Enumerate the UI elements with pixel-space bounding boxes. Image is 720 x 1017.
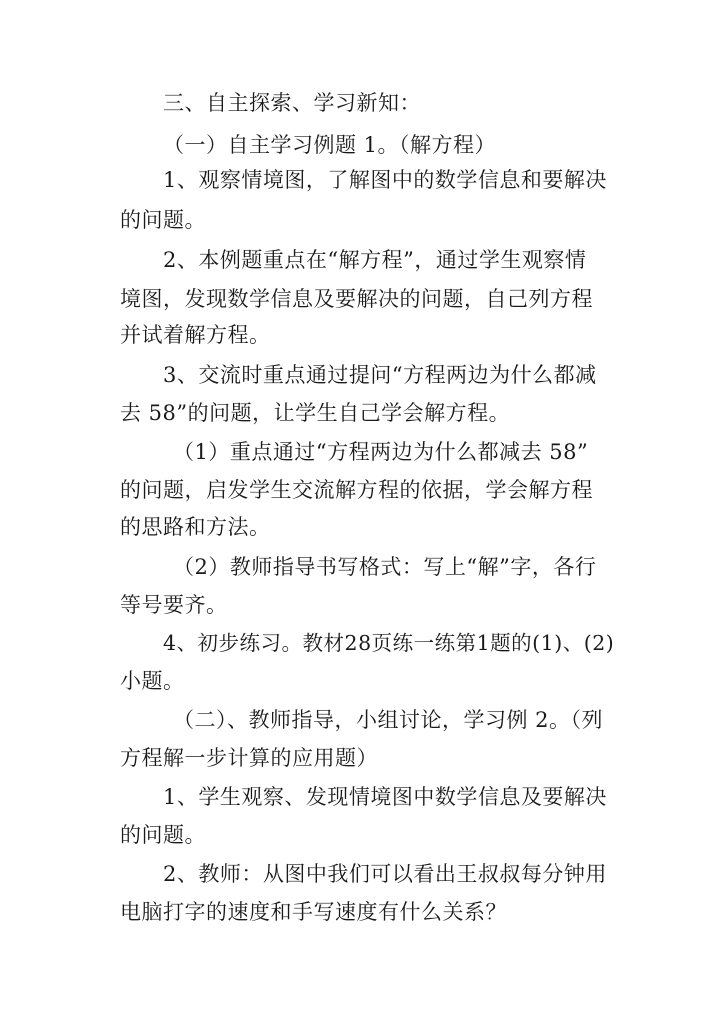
- paragraph-line: 的问题。: [120, 823, 206, 847]
- paragraph-line: 方程解一步计算的应用题）: [120, 746, 378, 770]
- subsection-heading: （二）、教师指导，小组讨论，学习例 2。（列: [173, 708, 604, 732]
- paragraph-line: 境图，发现数学信息及要解决的问题，自己列方程: [120, 287, 593, 311]
- paragraph-line: 1、观察情境图，了解图中的数学信息和要解决: [163, 168, 607, 192]
- paragraph-line: 的问题。: [120, 208, 206, 232]
- paragraph-line: 4、初步练习。教材28页练一练第1题的(1)、(2): [163, 631, 615, 655]
- paragraph-line: 3、交流时重点通过提问“方程两边为什么都减: [163, 363, 597, 387]
- paragraph-line: 2、本例题重点在“解方程”，通过学生观察情: [163, 248, 587, 272]
- paragraph-line: 小题。: [120, 669, 185, 693]
- paragraph-line: 并试着解方程。: [120, 323, 271, 347]
- paragraph-line: 的问题，启发学生交流解方程的依据，学会解方程: [120, 478, 593, 502]
- paragraph-line: 2、教师：从图中我们可以看出王叔叔每分钟用: [163, 862, 607, 886]
- subsection-heading: （一）自主学习例题 1。（解方程）: [163, 133, 497, 157]
- section-heading: 三、自主探索、学习新知：: [163, 91, 421, 115]
- paragraph-line: （2）教师指导书写格式：写上“解”字，各行: [173, 555, 597, 579]
- paragraph-line: 等号要齐。: [120, 593, 228, 617]
- paragraph-line: 去 58”的问题，让学生自己学会解方程。: [120, 401, 511, 425]
- paragraph-line: 电脑打字的速度和手写速度有什么关系？: [120, 900, 507, 924]
- paragraph-line: 1、学生观察、发现情境图中数学信息及要解决: [163, 785, 607, 809]
- paragraph-line: （1）重点通过“方程两边为什么都减去 58”: [173, 440, 589, 464]
- paragraph-line: 的思路和方法。: [120, 515, 271, 539]
